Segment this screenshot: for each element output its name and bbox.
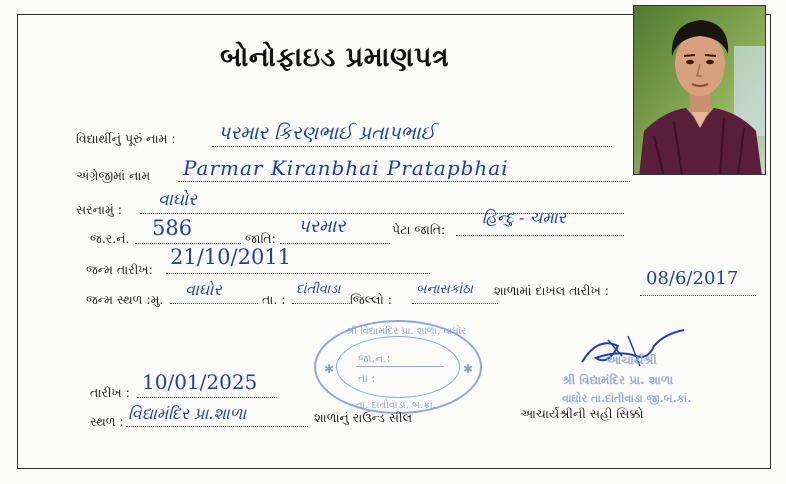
student-portrait-image [634,6,766,175]
sub-caste-label: પેટા જાતિ: [392,222,446,237]
seal-divider [356,366,444,367]
stamp-line-3: વાઘોર તા.દાંતીવાડા જી.બ.કાં. [562,392,692,405]
address-value: વાઘોર [158,190,197,210]
sub-caste-line [456,235,624,236]
seal-line-1: જા.નં.: [358,352,391,365]
dob-label: જન્મ તારીખ: [86,262,153,277]
date-line [137,397,277,398]
taluka-value: દાંતીવાડા [296,282,341,297]
dob-line [166,273,430,274]
caste-value: પરમાર [298,216,346,237]
birth-place-value: વાઘોર [185,280,222,299]
taluka-line [292,303,350,304]
admission-date-label: શાળામાં દાખલ તારીખ : [494,283,609,298]
place-value: વિદ્યામંદિર પ્રા.શાળા [128,404,247,423]
date-label: તારીખ : [90,385,130,400]
birth-place-line [170,303,258,304]
full-name-line [212,146,612,147]
full-name-value: પરમાર કિરણભાઈ પ્રતાપભાઈ [218,122,436,144]
taluka-label: તા. : [262,292,286,307]
seal-star-right-icon: ✱ [463,362,474,376]
caste-label: જાતિ: [245,231,276,246]
round-seal [314,320,482,414]
district-line [412,303,498,304]
address-label: સરનામું : [76,202,122,217]
admission-date-line [640,295,756,296]
reg-no-value: 586 [152,216,193,240]
birth-place-label: જન્મ સ્થળ :મુ. [86,292,164,307]
seal-line-2: તા : [358,372,376,385]
seal-ring-text: શ્રી વિદ્યામંદિર પ્રા. શાળા, વાઘોર [346,326,467,337]
stamp-line-1: આચાર્યશ્રી [606,353,657,367]
english-name-line [178,181,630,182]
stamp-line-2: શ્રી વિદ્યામંદિર પ્રા. શાળા [562,373,674,387]
place-line [126,426,308,427]
principal-sign-caption: આચાર્યશ્રીની સહી સિક્કો [520,406,644,421]
seal-star-left-icon: ✱ [324,362,335,376]
district-value: બનાસકાંઠા [416,282,473,297]
seal-inner-ring [336,336,460,398]
sub-caste-value: હિન્દુ - ચમાર [482,208,566,227]
caste-line [280,243,390,244]
district-label: જિલ્લો : [350,292,392,307]
certificate-title: બોનોફાઇડ પ્રમાણપત્ર [220,42,450,73]
student-photo [633,5,766,175]
admission-date-value: 08/6/2017 [646,268,739,289]
full-name-label: વિદ્યાર્થીનું પૂરું નામ : [76,131,176,146]
place-label: સ્થળ : [90,414,124,429]
english-name-value: Parmar Kiranbhai Pratapbhai [183,156,509,180]
date-value: 10/01/2025 [142,370,258,394]
seal-caption: શાળાનું રાઉન્ડ સીલ [314,410,413,425]
dob-value: 21/10/2011 [170,245,292,269]
reg-no-label: જ.ર.નં. [90,231,130,246]
reg-no-line [135,243,241,244]
seal-ring-bottom: તા. દાંતીવાડા, બ.કાં. [356,400,436,411]
english-name-label: અંગ્રેજીમાં નામ [76,168,151,183]
